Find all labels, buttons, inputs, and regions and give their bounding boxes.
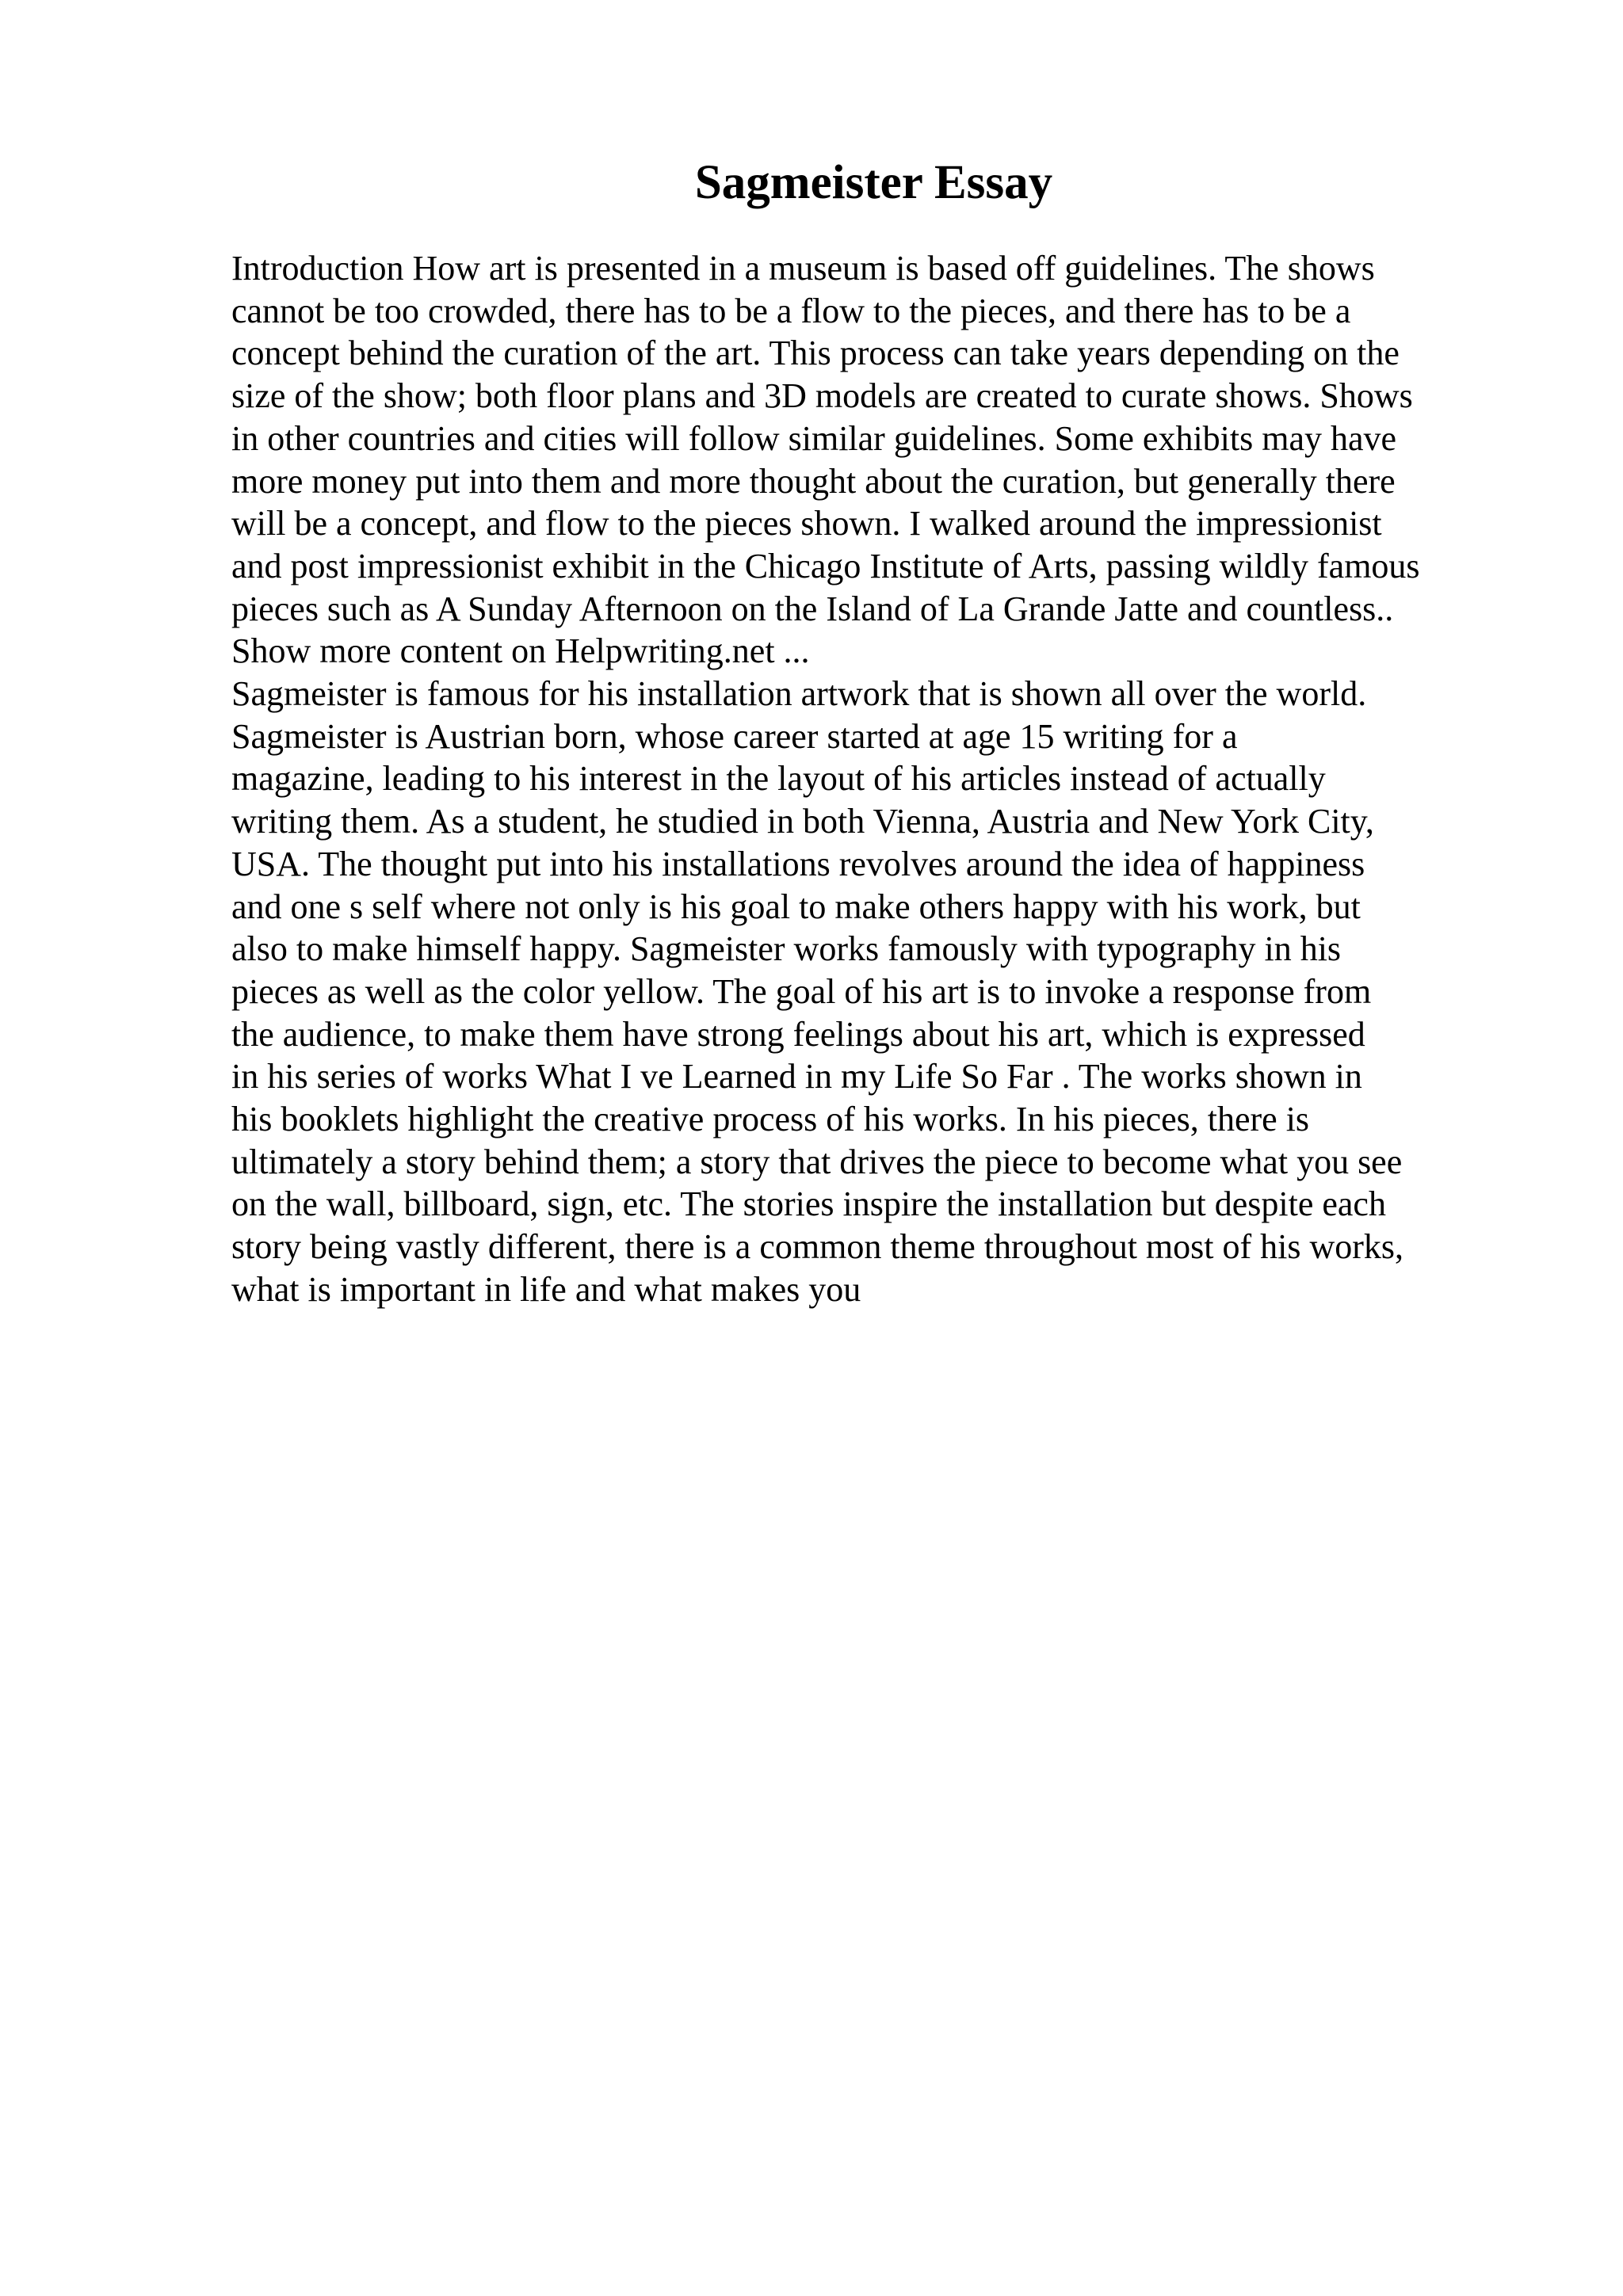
body-line-7: will be a concept, and flow to the pieces shown. I walked around the impressionist <box>231 504 1382 543</box>
body-line-14: writing them. As a student, he studied in both Vienna, Austria and New York City, <box>231 802 1374 841</box>
body-line-17: also to make himself happy. Sagmeister works famously with typography in his <box>231 929 1342 969</box>
body-line-11: Sagmeister is famous for his installation artwork that is shown all over the world. <box>231 674 1367 714</box>
body-line-1: Introduction How art is presented in a museum is based off guidelines. The shows <box>231 249 1375 288</box>
body-line-21: his booklets highlight the creative process of his works. In his pieces, there is <box>231 1100 1310 1139</box>
body-line-25: what is important in life and what makes you <box>231 1269 861 1309</box>
body-line-12: Sagmeister is Austrian born, whose career started at age 15 writing for a <box>231 716 1238 756</box>
body-line-19: the audience, to make them have strong feelings about his art, which is expressed <box>231 1014 1365 1054</box>
body-line-23: on the wall, billboard, sign, etc. The stories inspire the installation but despite each <box>231 1184 1386 1224</box>
body-line-2: cannot be too crowded, there has to be a flow to the pieces, and there has to be a <box>231 291 1351 330</box>
show-more-line: Show more content on Helpwriting.net ... <box>231 631 810 671</box>
document-body <box>231 247 1531 1311</box>
body-line-8: and post impressionist exhibit in the Chicago Institute of Arts, passing wildly famous <box>231 546 1420 585</box>
body-line-6: more money put into them and more thought about the curation, but generally there <box>231 461 1396 501</box>
body-line-9: pieces such as A Sunday Afternoon on the Island of La Grande Jatte and countless.. <box>231 589 1394 628</box>
body-line-16: and one s self where not only is his goal to make others happy with his work, but <box>231 887 1361 926</box>
body-line-15: USA. The thought put into his installations revolves around the idea of happiness <box>231 844 1365 883</box>
body-line-24: story being vastly different, there is a common theme throughout most of his works, <box>231 1227 1404 1267</box>
body-line-22: ultimately a story behind them; a story that drives the piece to become what you see <box>231 1142 1403 1181</box>
body-line-20: in his series of works What I ve Learned in my Life So Far . The works shown in <box>231 1057 1362 1097</box>
body-line-18: pieces as well as the color yellow. The goal of his art is to invoke a response from <box>231 971 1372 1011</box>
body-line-5: in other countries and cities will follow similar guidelines. Some exhibits may have <box>231 418 1397 458</box>
body-line-13: magazine, leading to his interest in the layout of his articles instead of actually <box>231 759 1326 799</box>
document-title: Sagmeister Essay <box>694 156 1053 209</box>
body-line-4: size of the show; both floor plans and 3D models are created to curate shows. Shows <box>231 376 1413 416</box>
body-line-3: concept behind the curation of the art. This process can take years depending on the <box>231 334 1400 373</box>
